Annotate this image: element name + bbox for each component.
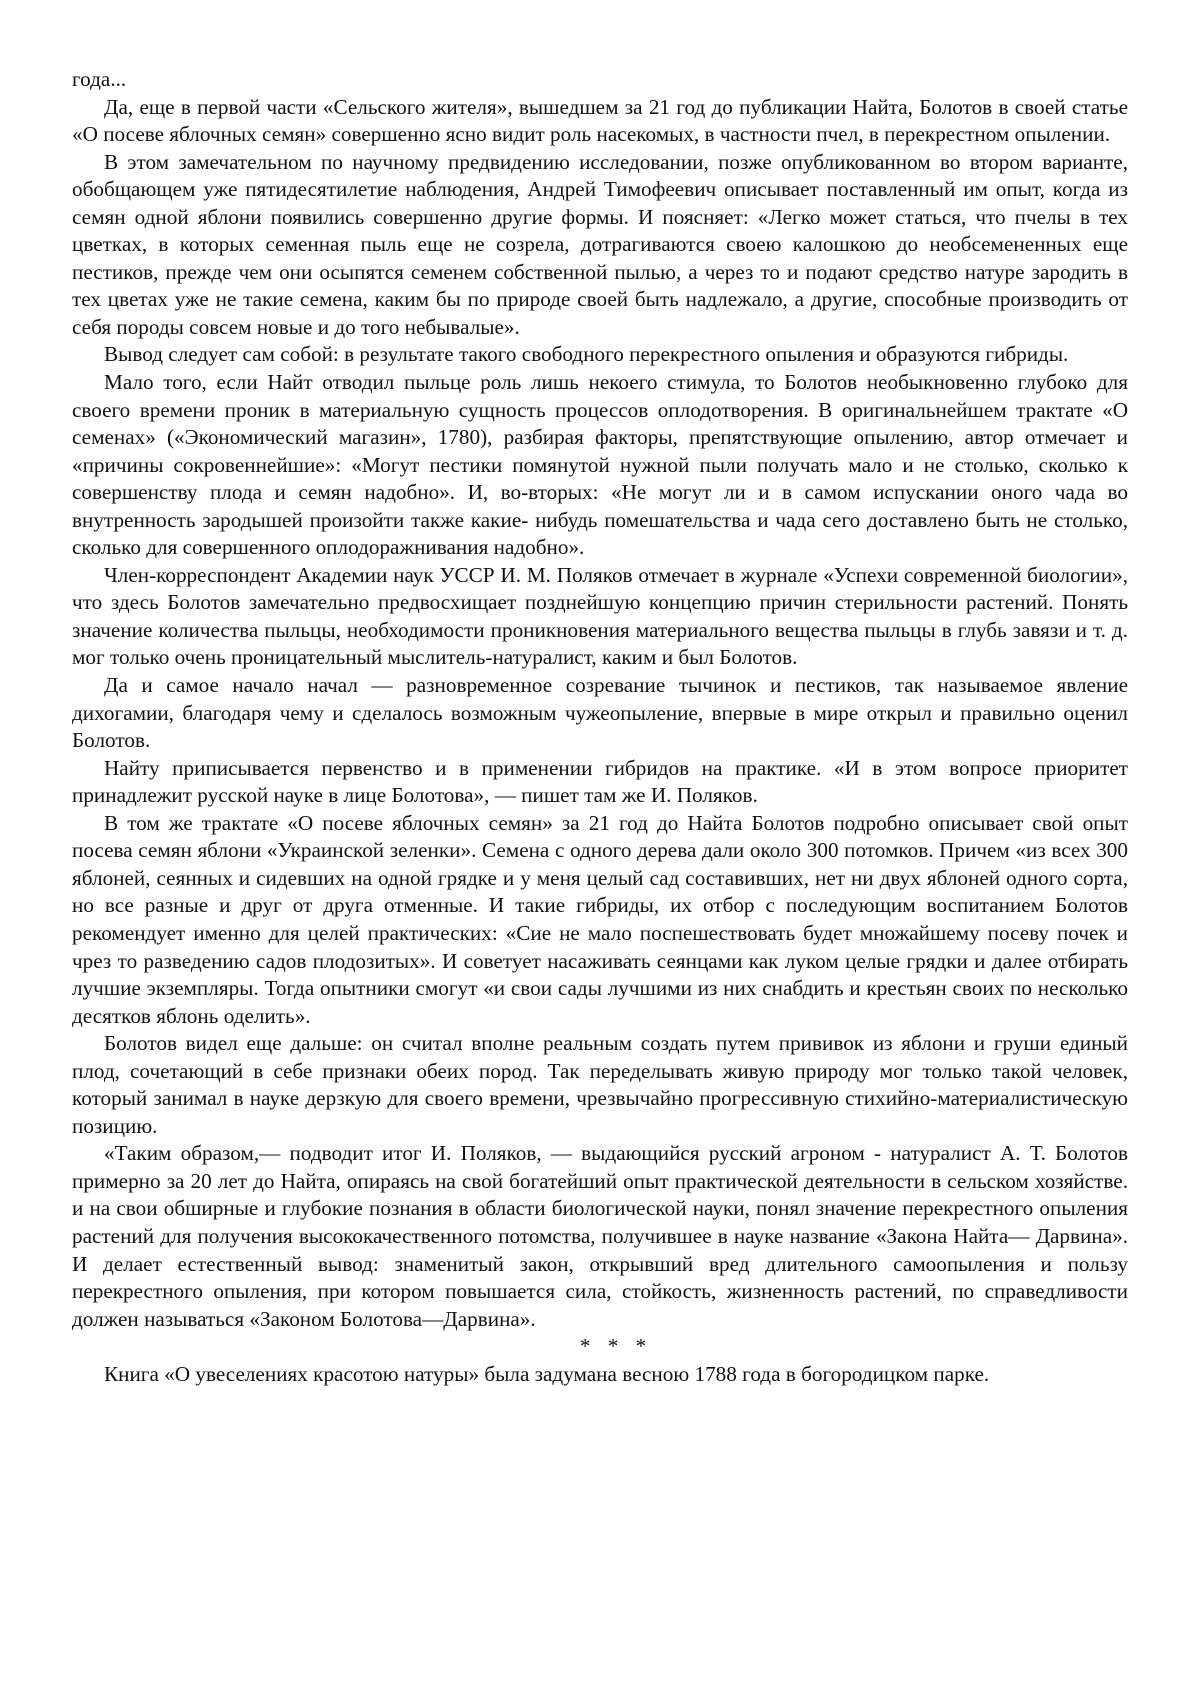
paragraph: Член-корреспондент Академии наук УССР И. М. Поляков отмечает в журнале «Успехи современной биологии», что здесь Болотов замечательно предвосхищает позднейшую концепцию причин стерильности растений. Понять значение количества пыльцы, необходимости проникновения материального вещества пыльцы в глубь завязи и т. д. мог только очень проницательный мыслитель-натуралист, каким и был Болотов. [72,562,1128,670]
paragraph: Мало того, если Найт отводил пыльце роль лишь некоего стимула, то Болотов необыкновенно глубоко для своего времени проник в материальную сущность процессов оплодотворения. В оригинальнейшем трактате «О семенах» («Экономический магазин», 1780), разбирая факторы, препятствующие опылению, автор отмечает и «причины сокровеннейшие»: «Могут пестики помянутой нужной пыли получать мало и не столько, сколько к совершенству плода и семян надобно». И, во-вторых: «Не могут ли и в самом испускании оного чада во внутренность зародышей произойти также какие- нибудь помешательства и чада сего доставлено быть не столько, сколько для совершенного оплодоражнивания надобно». [72,370,1128,560]
paragraph: «Таким образом,— подводит итог И. Поляков, — выдающийся русский агроном - натуралист А. Т. Болотов примерно за 20 лет до Найта, опираясь на свой богатейший опыт практической деятельности в сельском хозяйстве. и на свои обширные и глубокие познания в области биологической науки, понял значение перекрестного опыления растений для получения высококачественного потомства, получившее в науке название «Закона Найта— Дарвина». И делает естественный вывод: знаменитый закон, открывший вред длительного самоопыления и пользу перекрестного опыления, при котором повышается сила, стойкость, жизненность растений, по справедливости должен называться «Законом Болотова—Дарвина». [72,1141,1128,1331]
paragraph: В этом замечательном по научному предвидению исследовании, позже опубликованном во втором варианте, обобщающем уже пятидесятилетие наблюдения, Андрей Тимофеевич описывает поставленный им опыт, когда из семян одной яблони появились совершенно другие формы. И поясняет: «Легко может статься, что пчелы в тех цветках, в которых семенная пыль еще не созрела, дотрагиваются своею калошкою до необсемененных еще пестиков, прежде чем они осыпятся семенем собственной пылью, а через то и подают средство натуре зародить в тех цветах уже не такие семена, каким бы по природе своей быть надлежало, а другие, способные производить от себя породы совсем новые и до того небывалые». [72,149,1128,339]
paragraph: Да, еще в первой части «Сельского жителя», вышедшем за 21 год до публикации Найта, Болотов в своей статье «О посеве яблочных семян» совершенно ясно видит роль насекомых, в частности пчел, в перекрестном опылении. [72,94,1128,147]
paragraph-continuation: года... [72,67,127,91]
paragraph: Болотов видел еще дальше: он считал вполне реальным создать путем прививок из яблони и груши единый плод, сочетающий в себе признаки обеих пород. Так переделывать живую природу мог только такой человек, который занимал в науке дерзкую для своего времени, чрезвычайно прогрессивную стихийно-материалистическую позицию. [72,1031,1128,1138]
paragraph: Найту приписывается первенство и в применении гибридов на практике. «И в этом вопросе приоритет принадлежит русской науке в лице Болотова», — пишет там же И. Поляков. [72,755,1128,808]
section-separator: * * * [579,1334,653,1359]
paragraph: Да и самое начало начал — разновременное созревание тычинок и пестиков, так называемое явление дихогамии, благодаря чему и сделалось возможным чужеопыление, впервые в мире открыл и правильно оценил Болотов. [72,673,1128,753]
document-page [72,66,1128,1388]
paragraph: Вывод следует сам собой: в результате такого свободного перекрестного опыления и образуются гибриды. [104,342,1069,367]
paragraph: В том же трактате «О посеве яблочных семян» за 21 год до Найта Болотов подробно описывает свой опыт посева семян яблони «Украинской зеленки». Семена с одного дерева дали около 300 потомков. Причем «из всех 300 яблоней, сеянных и сидевших на одной грядке и у меня целый сад составивших, нет ни двух яблоней одного сорта, но все разные и друг от друга отменные. И такие гибриды, их отбор с последующим воспитанием Болотов рекомендует именно для целей практических: «Сие не мало поспешествовать будет множайшему посеву почек и чрез то разведению садов плодозитых». И советует насаживать сеянцами как луком целые грядки и далее отбирать лучшие экземпляры. Тогда опытники смогут «и свои сады лучшими из них снабдить и крестьян своих по несколько десятков яблонь оделить». [72,810,1128,1028]
paragraph-final: Книга «О увеселениях красотою натуры» была задумана весною 1788 года в богородицком парке. [104,1361,990,1386]
